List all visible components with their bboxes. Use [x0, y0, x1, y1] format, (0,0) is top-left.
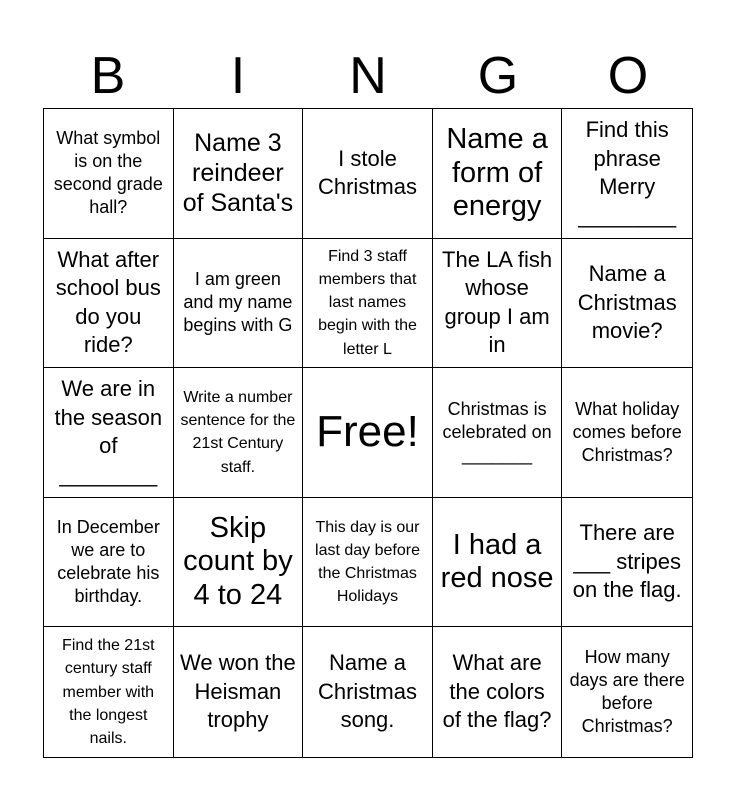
cell-text: We won the Heisman trophy: [180, 650, 296, 733]
cell-text: What are the colors of the flag?: [442, 650, 552, 733]
header-letter-g: G: [477, 47, 519, 105]
bingo-cell[interactable]: [303, 627, 433, 757]
bingo-cell[interactable]: [174, 627, 304, 757]
cell-text: Name a Christmas movie?: [577, 261, 677, 344]
bingo-cell[interactable]: [174, 239, 304, 369]
free-cell[interactable]: [303, 368, 433, 498]
cell-text: Name a Christmas song.: [317, 650, 417, 733]
header-letter-n: N: [349, 47, 387, 105]
bingo-cell[interactable]: [433, 627, 563, 757]
bingo-cell[interactable]: [44, 368, 174, 498]
bingo-cell[interactable]: [562, 627, 692, 757]
bingo-cell[interactable]: [433, 109, 563, 239]
cell-text: In December we are to celebrate his birthday.: [56, 517, 160, 607]
bingo-cell[interactable]: [562, 109, 692, 239]
bingo-cell[interactable]: [174, 109, 304, 239]
header-letter-i: I: [230, 47, 246, 105]
bingo-cell[interactable]: [44, 627, 174, 757]
cell-text: What after school bus do you ride?: [55, 246, 161, 358]
bingo-cell[interactable]: [174, 498, 304, 628]
bingo-cell[interactable]: [44, 109, 174, 239]
cell-text: This day is our last day before the Christmas Holidays: [315, 518, 420, 606]
bingo-board: [43, 108, 693, 758]
bingo-cell[interactable]: [303, 239, 433, 369]
cell-text: Write a number sentence for the 21st Century staff.: [180, 389, 296, 476]
cell-text: There are ___ stripes on the flag.: [572, 520, 682, 603]
cell-text: Find this phrase Merry ________: [578, 117, 677, 228]
bingo-cell[interactable]: [433, 498, 563, 628]
bingo-cell[interactable]: [562, 368, 692, 498]
cell-text: Find the 21st century staff member with the longest nails.: [62, 637, 155, 747]
cell-text: We are in the season of ________: [54, 376, 163, 488]
cell-text: The LA fish whose group I am in: [442, 246, 553, 358]
cell-text: Name 3 reindeer of Santa's: [182, 129, 294, 218]
bingo-cell[interactable]: [303, 498, 433, 628]
bingo-cell[interactable]: [433, 239, 563, 369]
cell-text: I stole Christmas: [317, 145, 417, 200]
bingo-header: [43, 46, 693, 106]
bingo-cell[interactable]: [174, 368, 304, 498]
bingo-cell[interactable]: [562, 498, 692, 628]
cell-text: Find 3 staff members that last names begin with the letter L: [318, 247, 417, 358]
header-letter-o: O: [607, 47, 649, 105]
header-letter-b: B: [90, 47, 126, 105]
free-label: Free!: [316, 407, 419, 457]
cell-text: How many days are there before Christmas?: [569, 647, 685, 737]
cell-text: Name a form of energy: [446, 123, 548, 222]
cell-text: I am green and my name begins with G: [183, 269, 293, 336]
bingo-cell[interactable]: [562, 239, 692, 369]
cell-text: I had a red nose: [440, 528, 554, 595]
bingo-cell[interactable]: [433, 368, 563, 498]
cell-text: What symbol is on the second grade hall?: [53, 128, 163, 218]
bingo-cell[interactable]: [44, 498, 174, 628]
cell-text: Christmas is celebrated on _______: [442, 398, 552, 465]
cell-text: Skip count by 4 to 24: [183, 512, 293, 611]
bingo-cell[interactable]: [44, 239, 174, 369]
cell-text: What holiday comes before Christmas?: [572, 398, 682, 465]
bingo-cell[interactable]: [303, 109, 433, 239]
